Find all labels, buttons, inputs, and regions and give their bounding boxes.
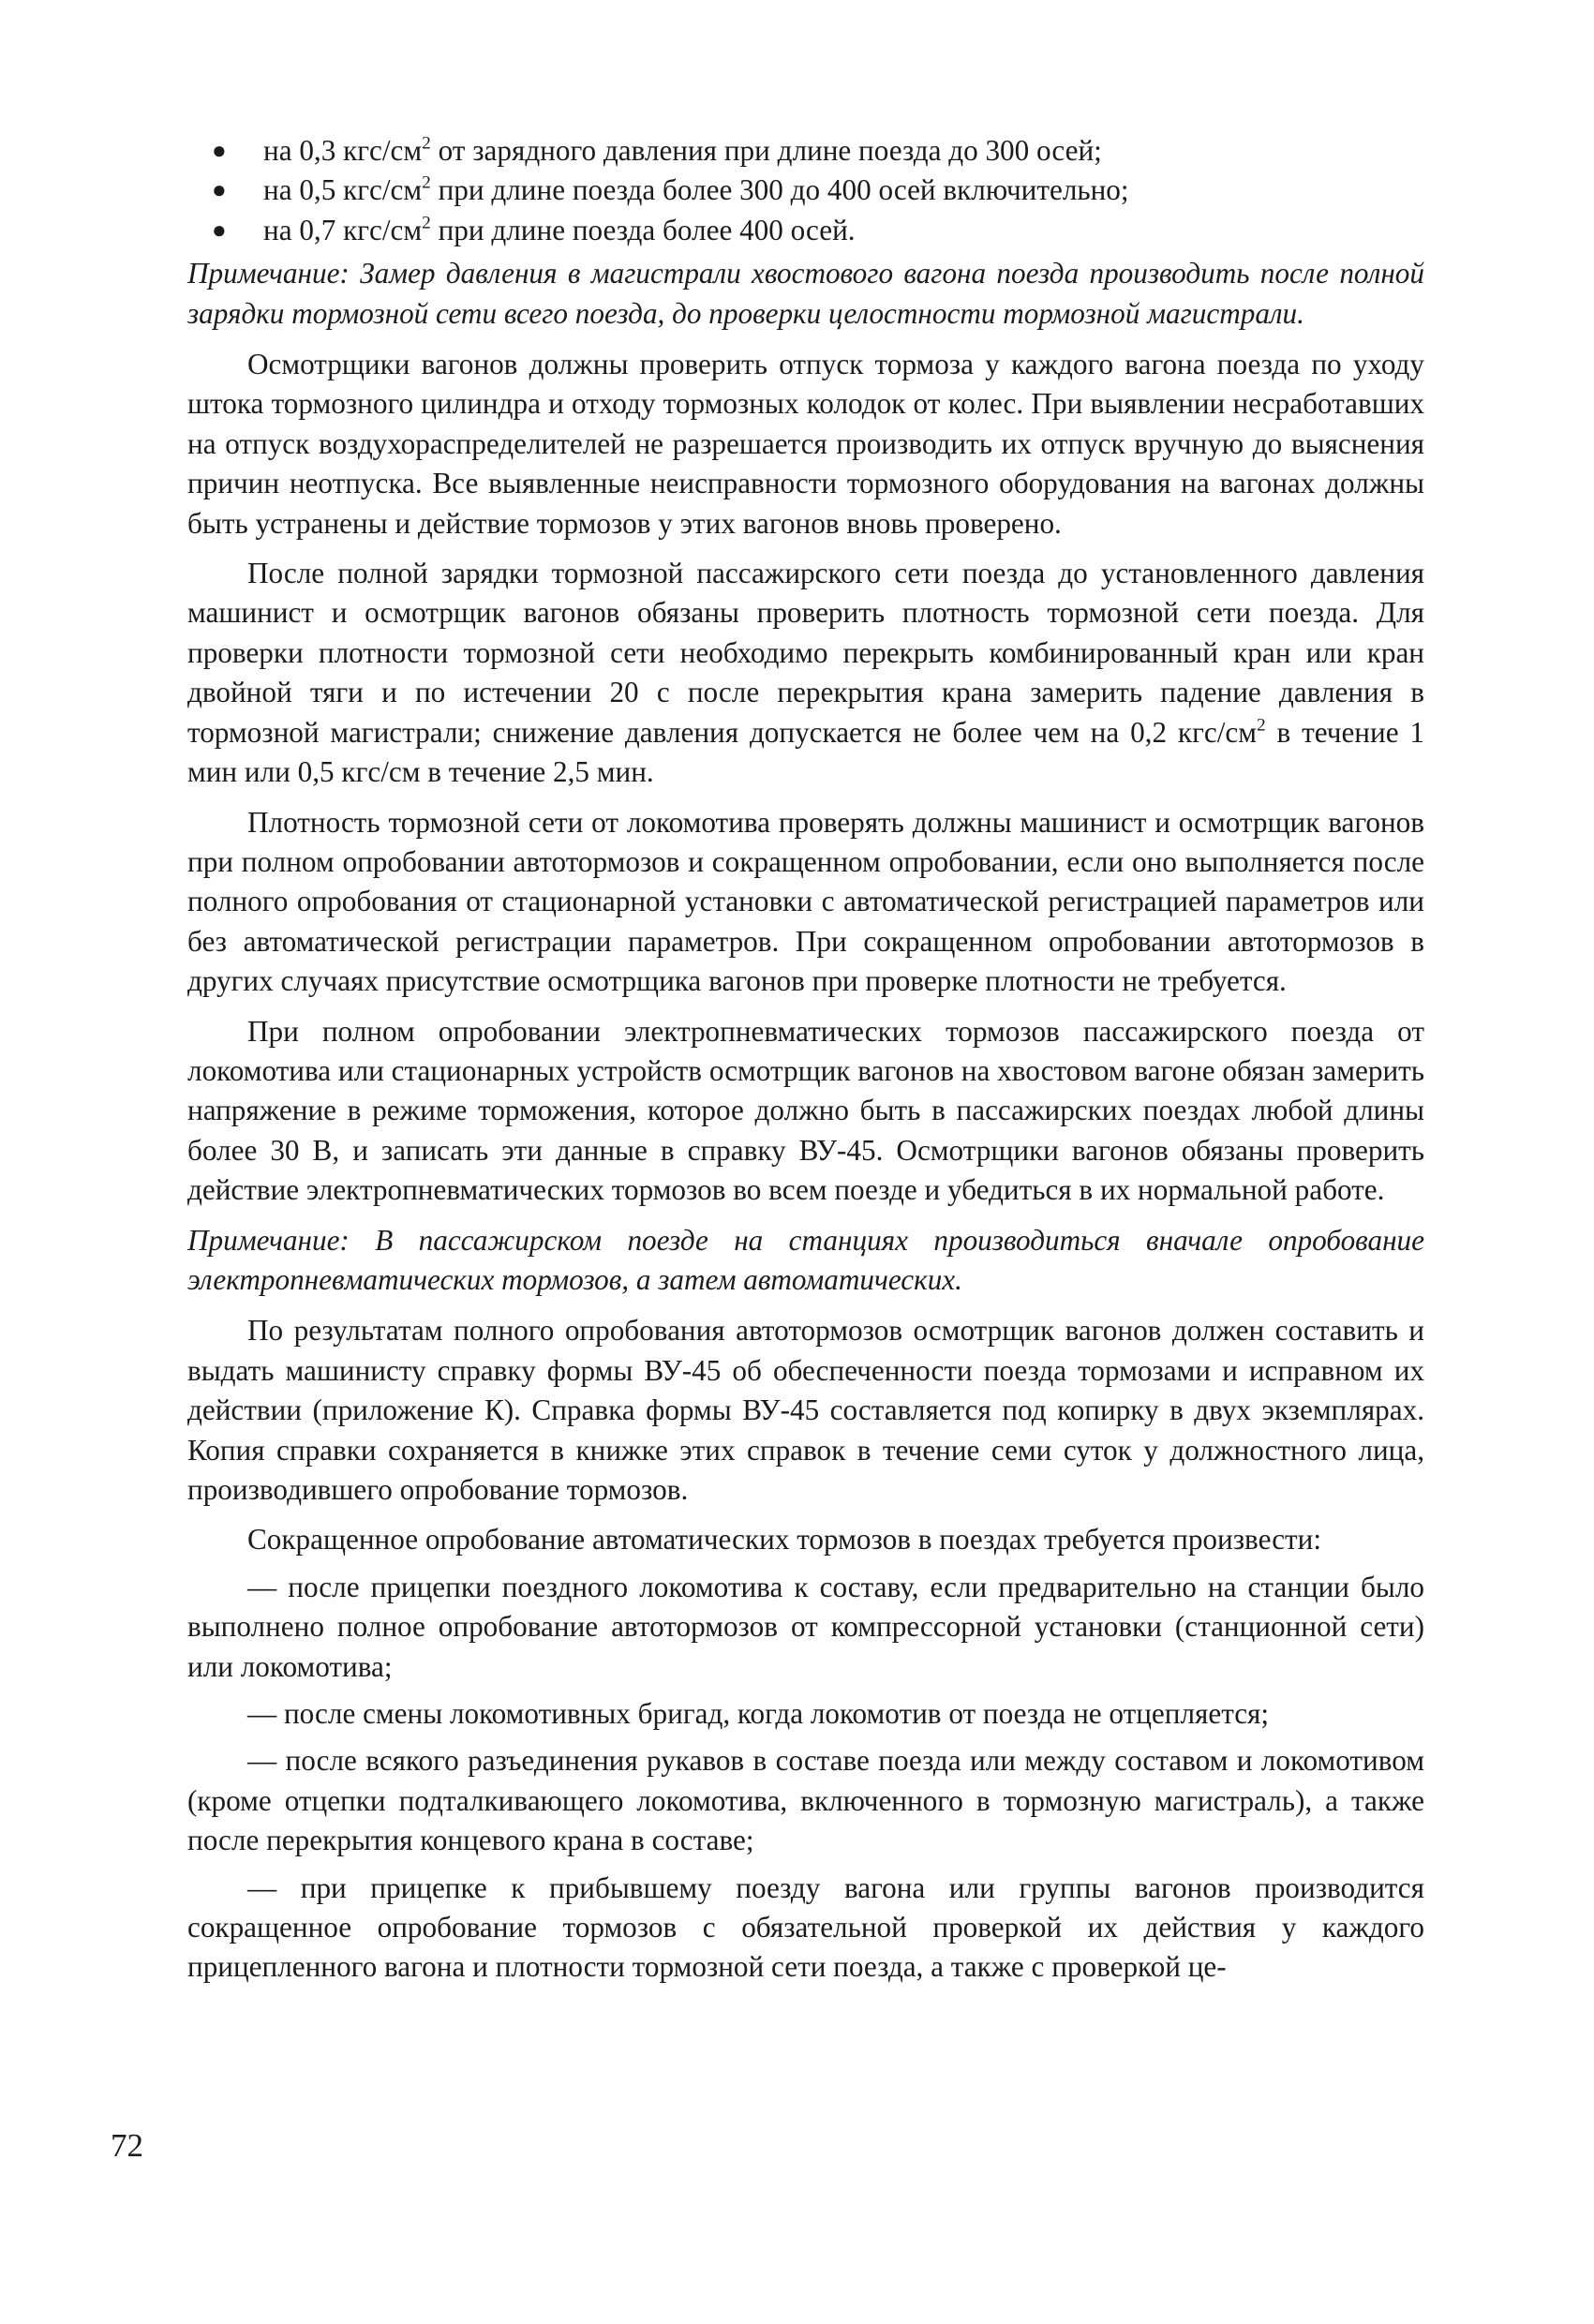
list-item: — после всякого разъединения рукавов в составе поезда или между составом и локомотивом (кроме отцепки подталкивающего локомотива, включенного в тормозную магистраль), а также после перекрытия концевого крана в составе; xyxy=(187,1744,1424,1857)
paragraph-form-vu45: По результатам полного опробования автотормозов осмотрщик вагонов должен составить и выдать машинисту справку формы ВУ-45 об обеспеченности поезда тормозами и исправном их действии (приложение К). Справка формы ВУ-45 составляется под копирку в двух экземплярах. Копия справки сохраняется в книжке этих справок в течение семи суток у должностного лица, производившего опробование тормозов. xyxy=(187,1314,1424,1506)
list-item: — после прицепки поездного локомотива к составу, если предварительно на станции было выполнено полное опробование автотормозов от компрессорной установки (станционной сети) или локомотива; xyxy=(187,1570,1424,1683)
bullet-icon: ● xyxy=(212,176,227,204)
paragraph-brake-release: Осмотрщики вагонов должны проверить отпуск тормоза у каждого вагона поезда по уходу штока тормозного цилиндра и отходу тормозных колодок от колес. При выявлении несработавших на отпуск воздухораспределителей не разрешается производить их отпуск вручную до выяснения причин неотпуска. Все выявленные неисправности тормозного оборудования на вагонах должны быть устранены и действие тормозов у этих вагонов вновь проверено. xyxy=(187,348,1424,540)
note-pressure-measurement: Примечание: Замер давления в магистрали хвостового вагона поезда производить после полной зарядки тормозной сети всего поезда, до проверки целостности тормозной магистрали. xyxy=(187,257,1424,330)
page-content xyxy=(187,131,1424,1995)
bullet-item: ● на 0,5 кгс/$см^2$ при длине поезда более 300 до 400 осей включительно; xyxy=(187,171,1424,210)
bullet-item: ● на 0,3 кгс/$см^2$ от зарядного давления при длине поезда до 300 осей; xyxy=(187,131,1424,171)
paragraph-brake-density-check: После полной зарядки тормозной пассажирского сети поезда до установленного давления машинист и осмотрщик вагонов обязаны проверить плотность тормозной сети поезда. Для проверки плотности тормозной сети необходимо перекрыть комбинированный кран или кран двойной тяги и по истечении 20 с после перекрытия крана замерить падение давления в тормозной магистрали; снижение давления допускается не более чем на 0,2 кгс/$см^2$ в течение 1 мин или 0,5 кгс/см в течение 2,5 мин. xyxy=(187,557,1424,789)
pressure-bullet-list xyxy=(187,131,1424,250)
list-item: — при прицепке к прибывшему поезду вагона или группы вагонов производится сокращенное опробование тормозов с обязательной проверкой их действия у каждого прицепленного вагона и плотности тормозной сети поезда, а также с проверкой це- xyxy=(187,1870,1424,1984)
list-item: — после смены локомотивных бригад, когда локомотив от поезда не отцепляется; xyxy=(247,1697,1270,1731)
paragraph-short-test-intro: Сокращенное опробование автоматических тормозов в поездах требуется произвести: xyxy=(247,1523,1322,1557)
bullet-icon: ● xyxy=(212,216,227,244)
bullet-item: ● на 0,7 кгс/$см^2$ при длине поезда более 400 осей. xyxy=(187,211,1424,250)
paragraph-electropneumatic-test: При полном опробовании электропневматических тормозов пассажирского поезда от локомотива или стационарных устройств осмотрщик вагонов на хвостовом вагоне обязан замерить напряжение в режиме торможения, которое должно быть в пассажирских поездах любой длины более 30 В, и записать эти данные в справку ВУ-45. Осмотрщики вагонов обязаны проверить действие электропневматических тормозов во всем поезде и убедиться в их нормальной работе. xyxy=(187,1014,1424,1207)
note-passenger-train-order: Примечание: В пассажирском поезде на станциях производиться вначале опробование электропневматических тормозов, а затем автоматических. xyxy=(187,1223,1424,1296)
paragraph-locomotive-density: Плотность тормозной сети от локомотива проверять должны машинист и осмотрщик вагонов при полном опробовании автотормозов и сокращенном опробовании, если оно выполняется после полного опробования от стационарной установки с автоматической регистрацией параметров или без автоматической регистрации параметров. При сокращенном опробовании автотормозов в других случаях присутствие осмотрщика вагонов при проверке плотности не требуется. xyxy=(187,805,1424,998)
bullet-icon: ● xyxy=(212,137,227,164)
page-number: 72 xyxy=(111,2127,143,2164)
